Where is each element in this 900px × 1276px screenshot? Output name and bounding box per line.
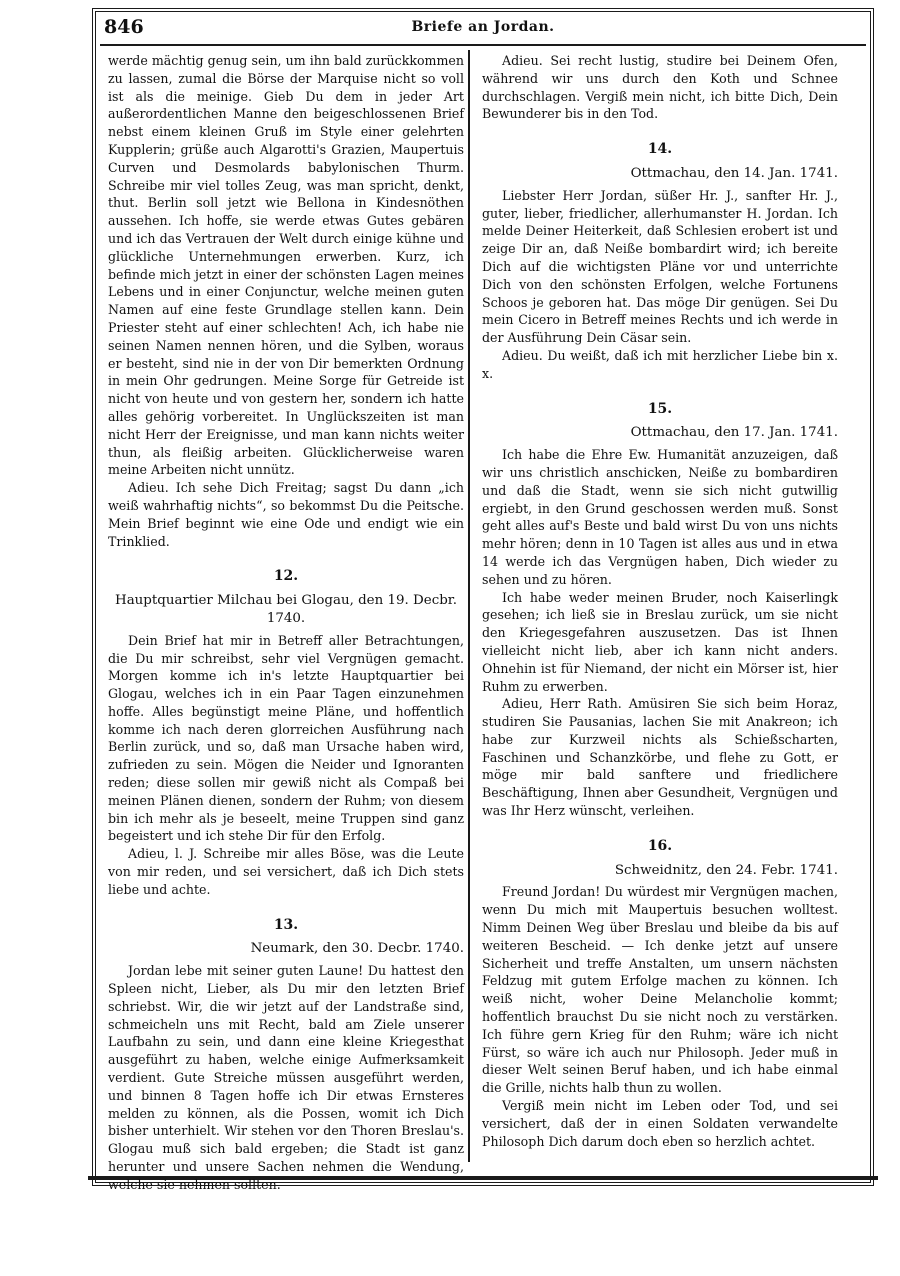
paragraph: Adieu. Sei recht lustig, studire bei Deinem Ofen, während wir uns durch den Koth und Schnee durchschlagen. Vergiß mein nicht, ich bitte Dich, Dein Bewunderer bis in den Tod. — [482, 53, 838, 122]
letter-number: 12. — [273, 568, 299, 585]
paragraph: Freund Jordan! Du würdest mir Vergnügen machen, wenn Du mich mit Maupertuis besuchen wolltest. Nimm Deinen Weg über Breslau und bleibe da bis auf weiteren Bescheid. — Ich denke jetzt auf unsere Sicherheit und treffe Anstalten, um unsern nächsten Feldzug mit gutem Erfolge machen zu können. Ich weiß nicht, woher Deine Melancholie kommt; hoffentlich brauchst Du sie nicht noch zu verstärken. Ich führe gern Krieg für den Ruhm; wäre ich nicht Fürst, so wäre ich auch nur Philosoph. Jeder muß in dieser Welt seinen Beruf haben, und ich habe einmal die Grille, nichts halb thun zu wollen. — [482, 884, 838, 1096]
paragraph: Ich habe weder meinen Bruder, noch Kaiserlingk gesehen; ich ließ sie in Breslau zurück, um sie nicht den Kriegesgefahren auszusetzen. Das ist Ihnen vielleicht nicht lieb, aber ich kann nicht anders. Ohnehin ist für Niemand, der nicht ein Mörser ist, hier Ruhm zu erwerben. — [482, 589, 838, 694]
letter-dateline: Ottmachau, den 17. Jan. 1741. — [630, 425, 838, 441]
paragraph: Dein Brief hat mir in Betreff aller Betrachtungen, die Du mir schreibst, sehr viel Vergnügen gemacht. Morgen komme ich in's letzte Hauptquartier bei Glogau, welches ich in ein Paar Tagen einzunehmen hoffe. Alles begünstigt meine Pläne, und hoffentlich komme ich nach deren glorreichen Ausführung nach Berlin zurück, und so, daß man Ursache haben wird, zufrieden zu sein. Mögen die Neider und Ignoranten reden; diese sollen mir gewiß nicht als Compaß bei meinen Plänen dienen, sondern der Ruhm; von diesem bin ich mehr als je beseelt, meine Truppen sind ganz begeistert und ich stehe Dir für den Erfolg. — [108, 632, 464, 844]
paragraph: Adieu, l. J. Schreibe mir alles Böse, was die Leute von mir reden, und sei versichert, daß ich Dich stets liebe und achte. — [108, 846, 464, 897]
paragraph: Adieu, Herr Rath. Amüsiren Sie sich beim Horaz, studiren Sie Pausanias, lachen Sie mit Anakreon; ich habe zur Kurzweil nichts als Schießscharten, Faschinen und Schanzkörbe, und flehe zu Gott, er möge mir bald sanftere und friedlichere Beschäftigung, Ihnen aber Gesundheit, Vergnügen und was Ihr Herz wünscht, verleihen. — [482, 696, 838, 819]
paragraph: Liebster Herr Jordan, süßer Hr. J., sanfter Hr. J., guter, lieber, friedlicher, allerhumanster H. Jordan. Ich melde Deiner Heiterkeit, daß Schlesien erobert ist und zeige Dir an, daß Neiße bombardirt wird; ich bereite Dich auf die wichtigsten Pläne vor und unterrichte Dich von den schönsten Erfolgen, welche Fortunens Schoos je geboren hat. Das möge Dir genügen. Sei Du mein Cicero in Betreff meines Rechts und ich werde in der Ausführung Dein Cäsar sein. — [482, 187, 838, 346]
paragraph: Ich habe die Ehre Ew. Humanität anzuzeigen, daß wir uns christlich anschicken, Neiße zu bombardiren und daß die Stadt, wenn sie sich nicht gutwillig ergiebt, in den Grund geschossen werden muß. Sonst geht alles auf's Beste und bald wirst Du von uns nichts mehr hören; denn in 10 Tagen ist alles aus und in etwa 14 werde ich das Vergnügen haben, Dich wieder zu sehen und zu hören. — [482, 447, 838, 587]
letter-number: 14. — [647, 141, 673, 158]
column-divider — [468, 50, 470, 1162]
page-number: 846 — [104, 16, 144, 38]
letter-dateline: Neumark, den 30. Decbr. 1740. — [250, 941, 464, 957]
left-column — [108, 52, 464, 1194]
letter-number: 13. — [273, 916, 299, 933]
right-column — [482, 52, 838, 1150]
running-title: Briefe an Jordan. — [411, 19, 555, 35]
page-header — [100, 16, 866, 46]
paragraph: Adieu. Ich sehe Dich Freitag; sagst Du dann „ich weiß wahrhaftig nichts“, so bekommst Du die Peitsche. Mein Brief beginnt wie eine Ode und endigt wie ein Trinklied. — [108, 480, 464, 549]
letter-number: 16. — [647, 837, 673, 854]
letter-dateline: Ottmachau, den 14. Jan. 1741. — [630, 165, 838, 181]
paragraph: Jordan lebe mit seiner guten Laune! Du hattest den Spleen nicht, Lieber, als Du mir den letzten Brief schriebst. Wir, die wir jetzt auf der Landstraße sind, schmeicheln uns mit Recht, bald am Ziele unserer Laufbahn zu sein, und dann eine kleine Kriegesthat ausgeführt zu haben, welche einige Aufmerksamkeit verdient. Gute Streiche müssen ausgeführt werden, und binnen 8 Tagen hoffe ich Dir etwas Ernsteres melden zu können, als die Possen, womit ich Dich bisher unterhielt. Wir stehen vor den Thoren Breslau's. Glogau muß sich bald ergeben; die Stadt ist ganz herunter und unsere Sachen nehmen die Wendung, welche sie nehmen sollten. — [108, 963, 464, 1192]
letter-dateline: Schweidnitz, den 24. Febr. 1741. — [614, 862, 838, 878]
paragraph: werde mächtig genug sein, um ihn bald zurückkommen zu lassen, zumal die Börse der Marquise nicht so voll ist als die meinige. Gieb Du dem in jeder Art außerordentlichen Manne den beigeschlossenen Brief nebst einem kleinen Gruß im Style einer gelehrten Kupplerin; grüße auch Algarotti's Grazien, Maupertuis Curven und Desmolards babylonischen Thurm. Schreibe mir viel tolles Zeug, was man spricht, denkt, thut. Berlin soll jetzt wie Bellona in Kindesnöthen aussehen. Ich hoffe, sie werde etwas Gutes gebären und ich das Vertrauen der Welt durch einige kühne und glückliche Unternehmungen erwerben. Kurz, ich befinde mich jetzt in einer der schönsten Lagen meines Lebens und in einer Conjunctur, welche meinen guten Namen auf eine feste Grundlage stellen kann. Dein Priester steht auf einer schlechten! Ach, ich habe nie seinen Namen nennen hören, und die Sylben, woraus er besteht, sind nie in der von Dir bemerkten Ordnung in mein Ohr gedrungen. Meine Sorge für Getreide ist nicht von heute und von gestern her, sondern ich hatte alles gehörig vorbereitet. In Unglückszeiten ist man nicht Herr der Ereignisse, und man kann nichts weiter thun, als fleißig arbeiten. Glücklicherweise waren meine Arbeiten nicht unnütz. — [108, 53, 464, 478]
paragraph: Adieu. Du weißt, daß ich mit herzlicher Liebe bin x. x. — [482, 347, 838, 381]
letter-number: 15. — [647, 400, 673, 417]
paragraph: Vergiß mein nicht im Leben oder Tod, und sei versichert, daß der in einen Soldaten verwandelte Philosoph Dich darum doch eben so herzlich achtet. — [482, 1098, 838, 1149]
letter-dateline: Hauptquartier Milchau bei Glogau, den 19. Decbr. 1740. — [115, 593, 457, 626]
